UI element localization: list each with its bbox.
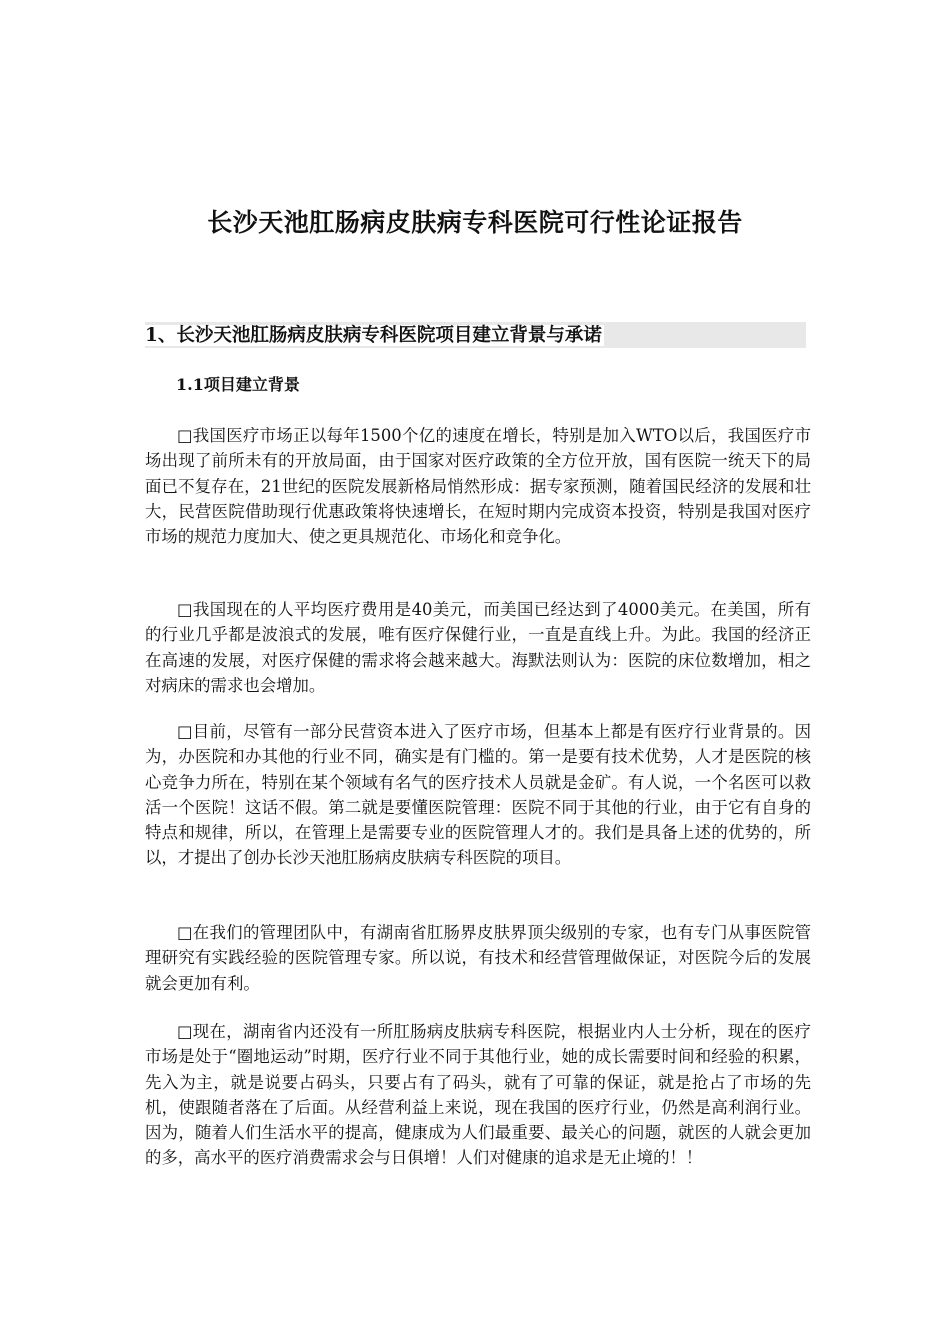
body-paragraph: □现在，湖南省内还没有一所肛肠病皮肤病专科医院，根据业内人士分析，现在的医疗市场是处于“圈地运动”时期，医疗行业不同于其他行业，她的成长需要时间和经验的积累，先入为主，就是说要占码头，只要占有了码头，就有了可靠的保证，就是抢占了市场的先机，使跟随者落在了后面。从经营利益上来说，现在我国的医疗行业，仍然是高利润行业。因为，随着人们生活水平的提高，健康成为人们最重要、最关心的问题，就医的人就会更加的多，高水平的医疗消费需求会与日俱增！人们对健康的追求是无止境的！！: [145, 1022, 811, 1168]
body-paragraph: □在我们的管理团队中，有湖南省肛肠界皮肤界顶尖级别的专家，也有专门从事医院管理研究有实践经验的医院管理专家。所以说，有技术和经营管理做保证，对医院今后的发展就会更加有利。: [145, 923, 811, 993]
section-heading-text: 1、长沙天池肛肠病皮肤病专科医院项目建立背景与承诺: [145, 325, 602, 346]
body-paragraph: □我国医疗市场正以每年1500个亿的速度在增长，特别是加入WTO以后，我国医疗市场出现了前所未有的开放局面，由于国家对医疗政策的全方位开放，国有医院一统天下的局面已不复存在，21世纪的医院发展新格局悄然形成：据专家预测，随着国民经济的发展和壮大，民营医院借助现行优惠政策将快速增长，在短时期内完成资本投资，特别是我国对医疗市场的规范力度加大、使之更具规范化、市场化和竞争化。: [145, 426, 811, 547]
body-paragraph: □我国现在的人平均医疗费用是40美元，而美国已经达到了4000美元。在美国，所有的行业几乎都是波浪式的发展，唯有医疗保健行业，一直是直线上升。为此。我国的经济正在高速的发展，对医疗保健的需求将会越来越大。海默法则认为：医院的床位数增加，相之对病床的需求也会增加。: [145, 600, 811, 695]
document-title: 长沙天池肛肠病皮肤病专科医院可行性论证报告: [207, 208, 743, 237]
section-heading: [145, 322, 806, 348]
subsection-heading: 1.1项目建立背景: [176, 375, 300, 394]
body-paragraph: □目前，尽管有一部分民营资本进入了医疗市场，但基本上都是有医疗行业背景的。因为，办医院和办其他的行业不同，确实是有门槛的。第一是要有技术优势，人才是医院的核心竞争力所在，特别在某个领域有名气的医疗技术人员就是金矿。有人说，一个名医可以救活一个医院！这话不假。第二就是要懂医院管理：医院不同于其他的行业，由于它有自身的特点和规律，所以，在管理上是需要专业的医院管理人才的。我们是具备上述的优势的，所以，才提出了创办长沙天池肛肠病皮肤病专科医院的项目。: [145, 722, 811, 868]
